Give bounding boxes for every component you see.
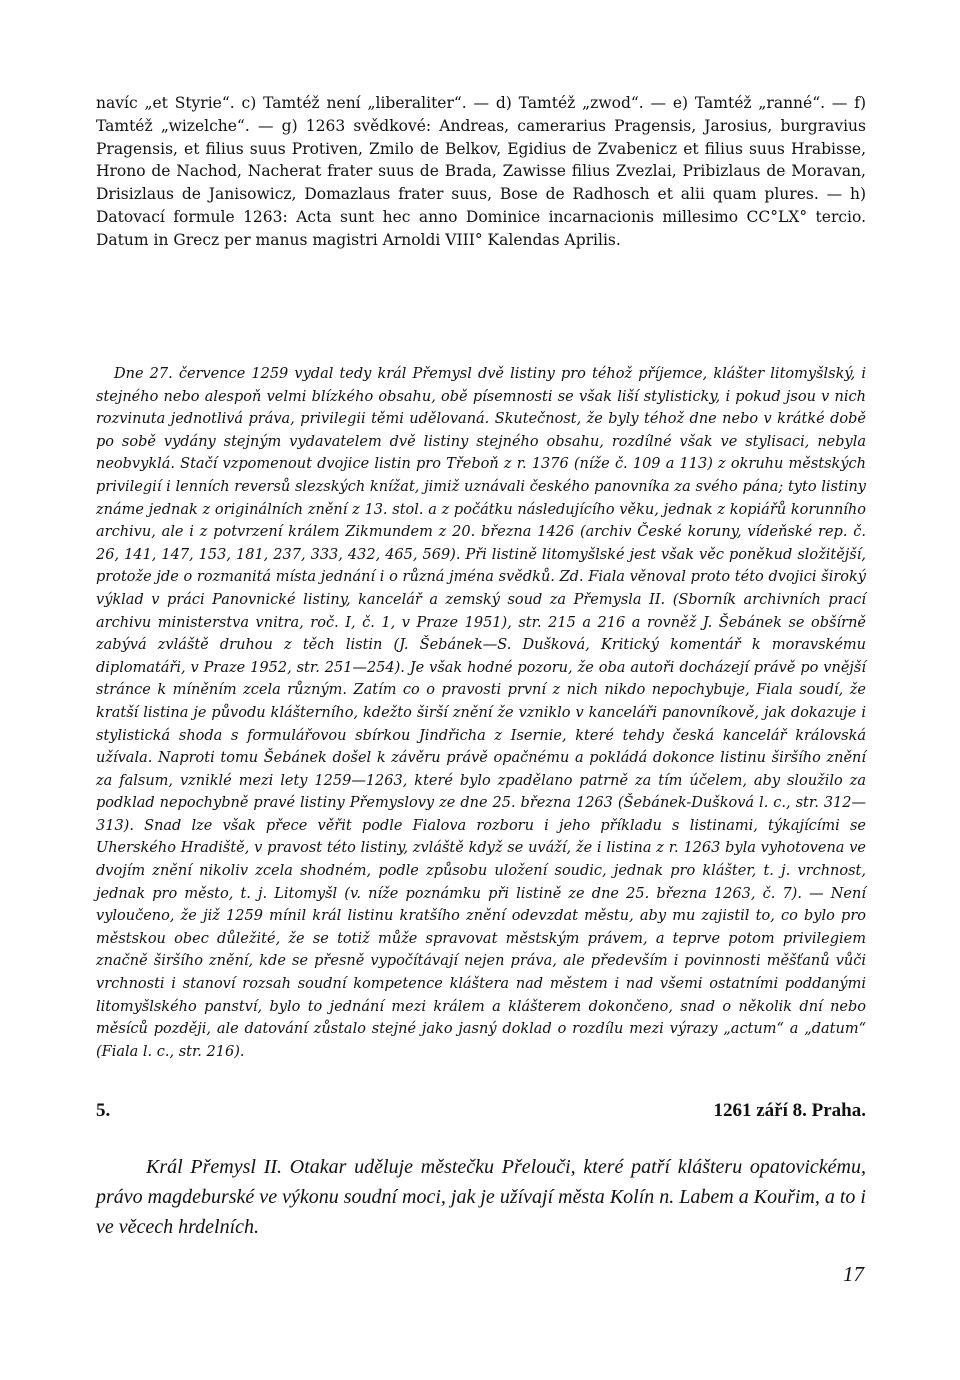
document-heading (96, 1100, 866, 1124)
critical-apparatus (96, 92, 866, 252)
apparatus-text: navíc „et Styrie“. c) Tamtéž není „liberaliter“. — d) Tamtéž „zwod“. — e) Tamtéž „ranné“. — f) Tamtéž „wizelche“. — g) 1263 svědkové: Andreas, camerarius Pragensis, Jarosius, burgravius Pragensis, et filius suus Protiven, Zmilo de Belkov, Egidius de Zvabenicz et filius suus Hrabisse, Hrono de Nachod, Nacherat frater suus de Brada, Zawisse filius Zvezlai, Pribizlaus de Moravan, Drisizlaus de Janisowicz, Domazlaus frater suus, Bose de Radhosch et alii quam plures. — h) Datovací formule 1263: Acta sunt hec anno Dominice incarnacionis millesimo CC°LX° tercio. Datum in Grecz per manus magistri Arnoldi VIII° Kalendas Aprilis. (96, 94, 866, 249)
commentary (96, 363, 866, 1063)
document-number: 5. (96, 1100, 111, 1121)
commentary-text: Dne 27. července 1259 vydal tedy král Přemysl dvě listiny pro téhož příjemce, klášter litomyšlský, i stejného nebo alespoň velmi blízkého obsahu, obě písemnosti se však liší stylisticky, i pokud jsou v nich rozvinuta jednotlivá práva, privilegii těmi udělovaná. Skutečnost, že byly téhož dne nebo v krátké době po sobě vydány stejným vydavatelem dvě listiny stejného obsahu, rozdílné však ve stylisaci, nebyla neobvyklá. Stačí vzpomenout dvojice listin pro Třeboň z r. 1376 (níže č. 109 a 113) z okruhu městských privilegií i lenních reversů slezských knížat, jimiž uznávali českého panovníka za svého pána; tyto listiny známe jednak z originálních znění z 13. stol. a z počátku následujícího věku, jednak z kopiářů korunního archivu, ale i z potvrzení králem Zikmundem z 20. března 1426 (archiv České koruny, vídeňské rep. č. 26, 141, 147, 153, 181, 237, 333, 432, 465, 569). Při listině litomyšlské jest však věc poněkud složitější, protože jde o rozmanitá místa jednání i o různá jména svědků. Zd. Fiala věnoval proto této dvojici široký výklad v práci Panovnické listiny, kancelář a zemský soud za Přemysla II. (Sborník archivních prací archivu ministerstva vnitra, roč. I, č. 1, v Praze 1951), str. 215 a 216 a rovněž J. Šebánek se obšírně zabývá zvláště druhou z těch listin (J. Šebánek—S. Dušková, Kritický komentář k moravskému diplomatáři, v Praze 1952, str. 251—254). Je však hodné pozoru, že oba autoři docházejí právě po vnější stránce k míněním zcela různým. Zatím co o pravosti první z nich nikdo nepochybuje, Fiala soudí, že kratší listina je původu klášterního, kdežto širší znění že vzniklo v kanceláři panovníkově, jak dokazuje i stylistická shoda s formulářovou sbírkou Jindřicha z Isernie, které tehdy česká kancelář královská užívala. Naproti tomu Šebánek došel k závěru právě opačnému a pokládá dokonce listinu širšího znění za falsum, vzniklé mezi lety 1259—1263, které bylo zpadělano patrně za tím účelem, aby sloužilo za podklad nepochybně pravé listiny Přemyslovy ze dne 25. března 1263 (Šebánek-Dušková l. c., str. 312—313). Snad lze však přece věřit podle Fialova rozboru i jeho příkladu s listinami, týkajícími se Uherského Hradiště, v pravost této listiny, zvláště když se uváží, že i listina z r. 1263 byla vyhotovena ve dvojím znění nikoliv zcela shodném, podle způsobu uložení soudic, jednak pro klášter, t. j. vrchnost, jednak pro město, t. j. Litomyšl (v. níže poznámku při listině ze dne 25. března 1263, č. 7). — Není vyloučeno, že již 1259 mínil král listinu kratšího znění odevzdat městu, aby mu zajistil to, co bylo pro městskou obec důležité, že se totiž může spravovat městským právem, a teprve potom privilegiem značně širšího znění, kde se přesně vypočítávají nejen práva, ale především i povinnosti měšťanů vůči vrchnosti i stanoví rozsah soudní kompetence kláštera nad městem i nad všemi ostatními poddanými litomyšlského panství, bylo to jednání mezi králem a klášterem dokončeno, snad o několik dní nebo měsíců později, ale datování zůstalo stejné jako jasný doklad o rozdílu mezi výrazy „actum“ a „datum“ (Fiala l. c., str. 216). (96, 366, 866, 1060)
page-number: 17 (843, 1262, 864, 1286)
regest-text: Král Přemysl II. Otakar uděluje městečku Přelouči, které patří klášteru opatovickému, právo magdeburské ve výkonu soudní moci, jak je užívají města Kolín n. Labem a Kouřim, a to i ve věcech hrdelních. (96, 1156, 866, 1238)
regest (96, 1152, 866, 1242)
document-date-place: 1261 září 8. Praha. (713, 1100, 866, 1121)
